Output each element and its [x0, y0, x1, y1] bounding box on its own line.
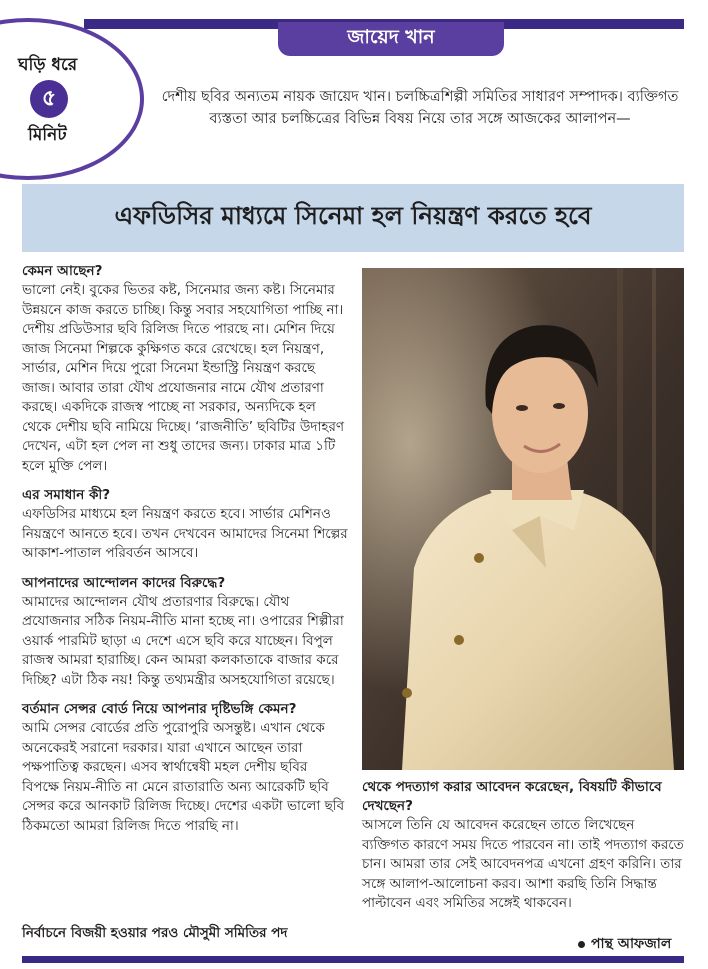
- badge-label-top: ঘড়ি ধরে: [18, 55, 78, 75]
- qa-block: [362, 778, 684, 914]
- badge-label-bottom: মিনিট: [28, 125, 67, 145]
- right-column: [362, 778, 684, 924]
- answer: ভালো নেই। বুকের ভিতর কষ্ট, সিনেমার জন্য কষ্ট। সিনেমার উন্নয়নে কাজ করতে চাচ্ছি। কিন্তু সবার সহযোগিতা পাচ্ছি না। দেশীয় প্রডিউসার ছবি রিলিজ দিতে পারছে না। মেশিন দিয়ে জাজ সিনেমা শিল্পকে কুক্ষিগত করে রেখেছে। হল নিয়ন্ত্রণ, সার্ভার, মেশিন দিয়ে পুরো সিনেমা ইন্ডাস্ট্রি নিয়ন্ত্রণ করছে জাজ। আবার তারা যৌথ প্রযোজনার নামে যৌথ প্রতারণা করছে। একদিকে রাজস্ব পাচ্ছে না সরকার, অন্যদিকে হল থেকে দেশীয় ছবি নামিয়ে দিচ্ছে। ‘রাজনীতি’ ছবিটির উদাহরণ দেখেন, এটা হল পেল না শুধু তাদের জন্য। ঢাকার মাত্র ১টি হলে মুক্তি পেল।: [22, 282, 345, 474]
- answer: আমাদের আন্দোলন যৌথ প্রতারণার বিরুদ্ধে। যৌথ প্রযোজনার সঠিক নিয়ম-নীতি মানা হচ্ছে না। ওপারের শিল্পীরা ওয়ার্ক পারমিট ছাড়া এ দেশে এসে ছবি করে যাচ্ছেন। বিপুল রাজস্ব আমরা হারাচ্ছি। কেন আমরা কলকাতাকে বাজার করে দিচ্ছি? এটা ঠিক নয়! কিন্তু তথ্যমন্ত্রীর অসহযোগিতা রয়েছে।: [22, 593, 344, 688]
- question: বর্তমান সেন্সর বোর্ড নিয়ে আপনার দৃষ্টিভঙ্গি কেমন?: [22, 701, 297, 717]
- question: থেকে পদত্যাগ করার আবেদন করেছেন, বিষয়টি কীভাবে দেখছেন?: [362, 779, 662, 814]
- badge-arc: [0, 18, 144, 180]
- question: এর সমাধান কী?: [22, 487, 111, 503]
- headline: এফডিসির মাধ্যমে সিনেমা হল নিয়ন্ত্রণ করতে হবে: [114, 201, 592, 230]
- portrait-illustration: [362, 268, 684, 770]
- answer: আসলে তিনি যে আবেদন করেছেন তাতে লিখেছেন ব্যক্তিগত কারণে সময় দিতে পারবেন না। তাই পদত্যাগ করতে চান। আমরা তার সেই আবেদনপত্র এখনো গ্রহণ করিনি। তার সঙ্গে আলাপ-আলোচনা করব। আশা করছি তিনি সিদ্ধান্ত পাল্টাবেন এবং সমিতির সঙ্গেই থাকবেন।: [362, 817, 684, 911]
- byline-author: পান্থ আফজাল: [591, 936, 672, 952]
- answer: এফডিসির মাধ্যমে হল নিয়ন্ত্রণ করতে হবে। সার্ভার মেশিনও নিয়ন্ত্রণে আনতে হবে। তখন দেখবেন আমাদের সিনেমা শিল্পের আকাশ-পাতাল পরিবর্তন আসবে।: [22, 506, 348, 561]
- qa-block: [22, 700, 348, 836]
- qa-block: [22, 574, 348, 691]
- answer: আমি সেন্সর বোর্ডের প্রতি পুরোপুরি অসন্তুষ্ট। এখান থেকে অনেকেরই সরানো দরকার। যারা এখানে আছেন তারা পক্ষপাতিত্ব করছেন। এসব স্বার্থান্বেষী মহল দেশীয় ছবির বিপক্ষে নিয়ম-নীতি না মেনে রাতারাতি অন্য আরেকটি ছবি সেন্সর করে আনকাট রিলিজ দিচ্ছে। দেশের একটা ভালো ছবি ঠিকমতো আমরা রিলিজ দিতে পারছি না।: [22, 720, 345, 834]
- bullet-icon: [578, 941, 585, 948]
- byline: [578, 932, 671, 956]
- question-continued: নির্বাচনে বিজয়ী হওয়ার পরও মৌসুমী সমিতির পদ: [22, 925, 288, 941]
- qa-block: [22, 262, 348, 476]
- bottom-rule: [22, 956, 684, 963]
- portrait-photo: [362, 268, 684, 770]
- interviewee-name-tab: জায়েদ খান: [278, 22, 504, 56]
- question: কেমন আছেন?: [22, 263, 103, 279]
- question: আপনাদের আন্দোলন কাদের বিরুদ্ধে?: [22, 574, 226, 591]
- badge-number: ৫: [30, 80, 68, 118]
- headline-band: [22, 184, 684, 252]
- left-column: [22, 262, 348, 846]
- qa-block: [22, 486, 348, 564]
- intro-paragraph: দেশীয় ছবির অন্যতম নায়ক জায়েদ খান। চলচ্চিত্রশিল্পী সমিতির সাধারণ সম্পাদক। ব্যক্তিগত ব্যস্ততা আর চলচ্চিত্রের বিভিন্ন বিষয় নিয়ে তার সঙ্গে আজকের আলাপন—: [161, 89, 679, 127]
